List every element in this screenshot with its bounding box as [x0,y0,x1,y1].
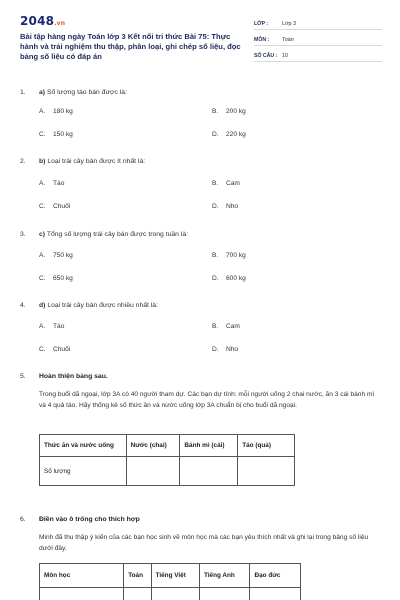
table-header-cell: Táo (quả) [238,435,295,457]
option-d[interactable]: D. Nho [212,203,239,210]
meta-label: MÔN : [254,37,270,43]
table-cell-input[interactable] [126,457,180,486]
meta-row-subject [254,32,382,46]
meta-value: Toán [282,37,294,43]
option-b[interactable]: B. 700 kg [212,252,246,259]
meta-label: LỚP : [254,21,269,27]
question-6 [20,515,382,579]
table-cell[interactable] [124,588,151,600]
table-cell-input[interactable] [238,457,295,486]
table-header-cell: Tiếng Việt [151,564,199,588]
option-a[interactable]: A. Táo [39,180,65,187]
meta-row-count [254,48,382,62]
question-number: 1. [20,89,26,96]
option-b[interactable]: B. Cam [212,180,240,187]
table-header-cell: Đạo đức [250,564,301,588]
option-c[interactable]: C. 650 kg [39,275,73,282]
table-header-cell: Thức ăn và nước uống [40,435,127,457]
option-d[interactable]: D. Nho [212,346,239,353]
question-number: 5. [20,373,26,380]
question-5 [20,372,382,475]
site-logo[interactable] [20,14,65,28]
table-cell[interactable] [40,588,124,600]
option-c[interactable]: C. Chuối [39,203,71,210]
question-number: 6. [20,516,26,523]
question-title: Điền vào ô trống cho thích hợp [39,516,140,523]
table-header-cell: Môn học [40,564,124,588]
table-header-cell: Nước (chai) [126,435,180,457]
question-number: 2. [20,158,26,165]
table-cell: Số lượng [40,457,127,486]
table-row [40,457,295,486]
question-text: b) Loại trái cây bán được ít nhất là: [39,158,146,165]
logo-main: 2048 [20,14,55,28]
question-number: 4. [20,302,26,309]
meta-value: Lớp 3 [282,21,297,27]
question-2 [20,157,382,210]
question-3 [20,230,382,282]
subjects-table [39,563,301,600]
meta-value: 10 [282,53,288,59]
logo-ext: .vn [54,20,66,27]
option-a[interactable]: A. 750 kg [39,252,73,259]
table-cell[interactable] [151,588,199,600]
option-d[interactable]: D. 600 kg [212,275,246,282]
stats-table [39,434,295,486]
table-header-cell: Bánh mì (cái) [180,435,238,457]
table-cell-input[interactable] [180,457,238,486]
worksheet-header [20,14,382,74]
table-header-cell: Tiếng Anh [199,564,250,588]
question-text: a) Số lượng táo bán được là: [39,89,127,96]
meta-row-class [254,16,382,30]
question-4 [20,301,382,353]
question-text: d) Loại trái cây bán được nhiều nhất là: [39,302,158,309]
table-header-row [40,564,301,588]
table-cell[interactable] [250,588,301,600]
table-cell[interactable] [199,588,250,600]
option-d[interactable]: D. 220 kg [212,131,246,138]
option-c[interactable]: C. 150 kg [39,131,73,138]
option-b[interactable]: B. Cam [212,323,240,330]
meta-label: SỐ CÂU : [254,53,278,59]
document-title: Bài tập hàng ngày Toán lớp 3 Kết nối tri thức Bài 75: Thực hành và trải nghiệm thu thập, phân loại, ghi chép số liệu, đọc bảng số liệu có đáp án [20,32,241,61]
option-b[interactable]: B. 200 kg [212,108,246,115]
option-c[interactable]: C. Chuối [39,346,71,353]
question-paragraph: Trong buổi dã ngoại, lớp 3A có 40 người tham dự. Các bạn dự tính: mỗi người uống 2 chai nước, ăn 3 cái bánh mì và 4 quả táo. Hãy thống kê số thức ăn và nước uống lớp 3A chuẩn bị cho buổi dã ngoại. [39,391,375,409]
question-text: c) Tổng số lượng trái cây bán được trong tuần là: [39,231,189,238]
option-a[interactable]: A. Táo [39,323,65,330]
question-title: Hoàn thiện bảng sau. [39,373,108,380]
worksheet-meta [254,16,382,64]
option-a[interactable]: A. 180 kg [39,108,73,115]
table-header-row [40,435,295,457]
table-row [40,588,301,600]
question-number: 3. [20,231,26,238]
table-header-cell: Toán [124,564,151,588]
question-paragraph: Minh đã thu thập ý kiến của các bạn học sinh về môn học mà các bạn yêu thích nhất và ghi lại trong bảng số liệu dưới đây. [39,534,369,552]
question-1 [20,88,382,138]
